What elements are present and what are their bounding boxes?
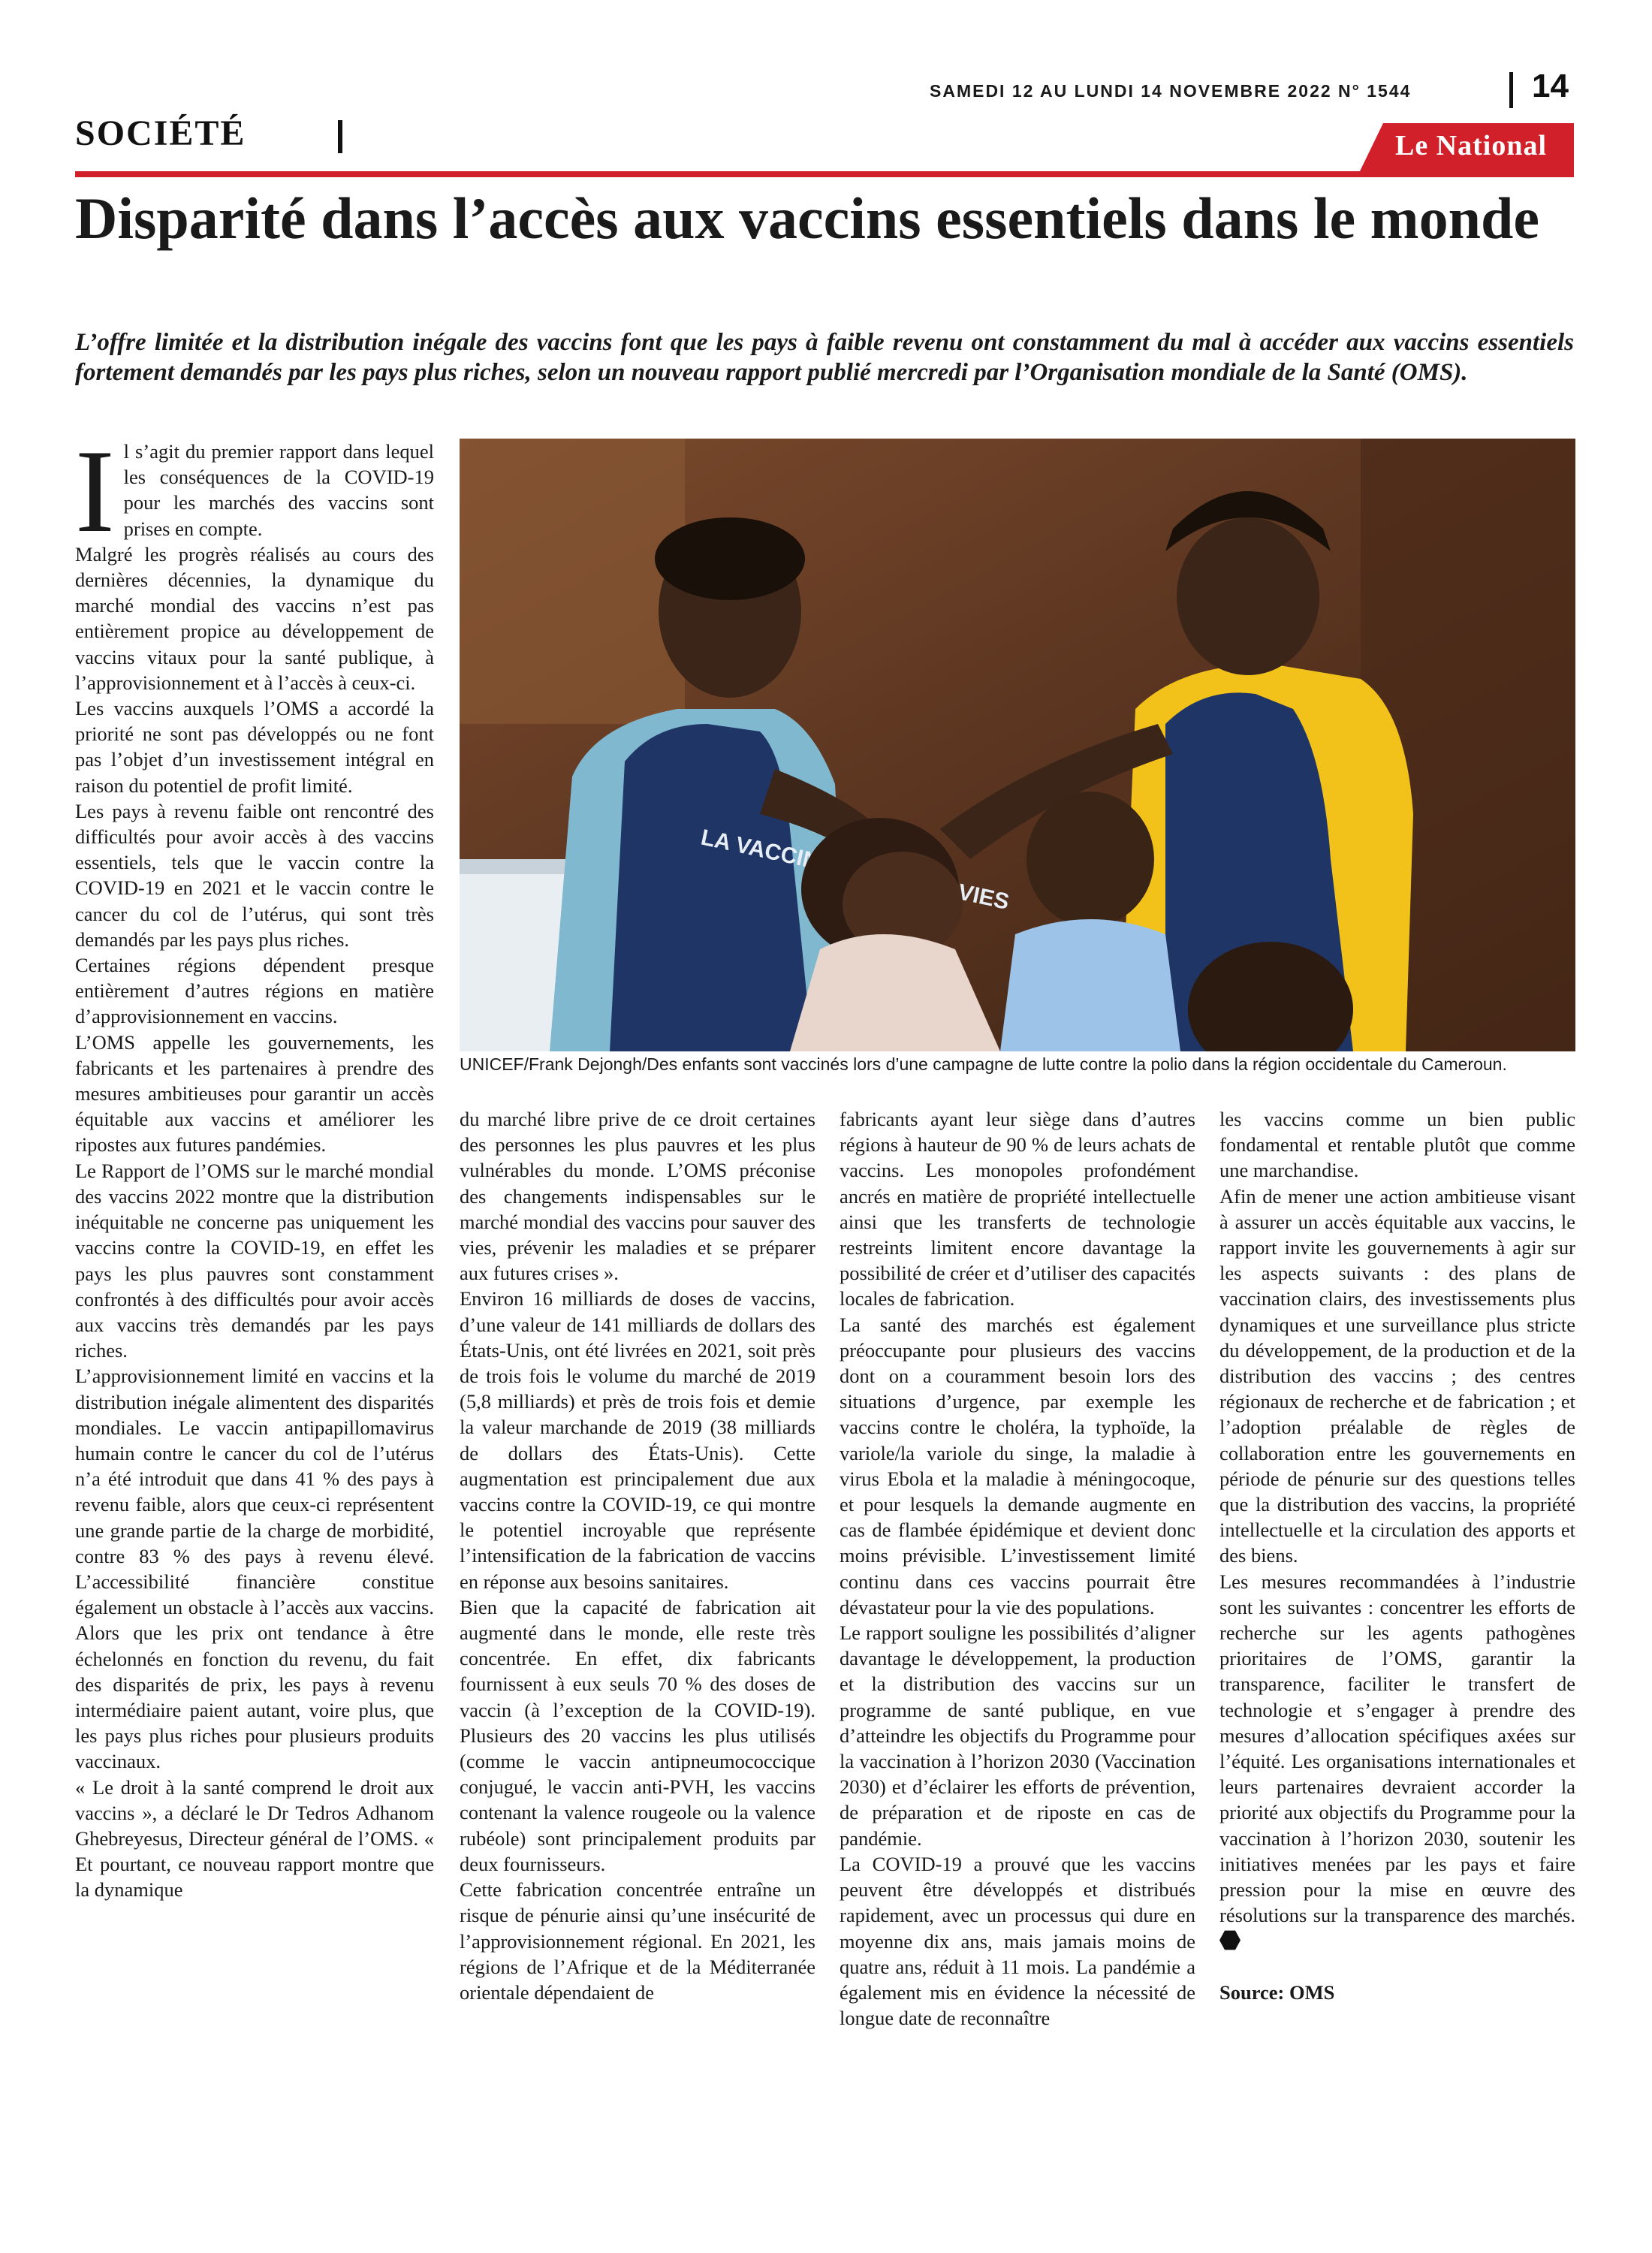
issue-date-line: SAMEDI 12 AU LUNDI 14 NOVEMBRE 2022 N° 1544	[930, 81, 1412, 101]
vest-text: LA VACCIN VIES	[698, 825, 1011, 915]
paragraph-text: Les mesures recommandées à l’industrie sont les suivantes : concentrer les efforts de recherche sur les agents pathogènes prioritaires de l’OMS, garantir la transparence, faciliter le transfert de technologie et s’engager à prendre des mesures d’allocation spécifiques axées sur l’équité. Les organisations internationales et leurs partenaires devraient accorder la priorité aux objectifs du Programme pour la vaccination à l’horizon 2030, soutenir les initiatives menées par les pays et faire pression pour la mise en œuvre des résolutions sur la transparence des marchés.	[1219, 1570, 1575, 1927]
photo-caption: UNICEF/Frank Dejongh/Des enfants sont vaccinés lors d’une campagne de lutte contre la polio dans la région occidentale du Cameroun.	[460, 1054, 1507, 1074]
paragraph: Cette fabrication concentrée entraîne un risque de pénurie ainsi qu’une insécurité de l’approvisionnement régional. En 2021, les régions de l’Afrique et de la Méditerranée orientale dépendaient de	[460, 1878, 815, 2004]
paragraph: Le Rapport de l’OMS sur le marché mondial des vaccins 2022 montre que la distribution inéquitable ne concerne pas uniquement les vaccins contre la COVID-19, en effet les pays les plus pauvres sont constamment confrontés à des difficultés pour avoir accès aux vaccins très demandés par les pays riches.	[75, 1159, 434, 1362]
article-photo	[460, 439, 1575, 1051]
article-column-3	[840, 1106, 1195, 2031]
page-number-divider	[1509, 72, 1513, 108]
paragraph: L’OMS appelle les gouvernements, les fabricants et les partenaires à prendre des mesures ambitieuses pour garantir un accès équitable aux vaccins et améliorer les ripostes aux futures pandémies.	[75, 1030, 434, 1157]
paragraph: « Le droit à la santé comprend le droit aux vaccins », a déclaré le Dr Tedros Adhanom Ghebreyesus, Directeur général de l’OMS. « Et pourtant, ce nouveau rapport montre que la dynamique	[75, 1775, 434, 1902]
article-source: Source: OMS	[1219, 1980, 1335, 2004]
section-title: SOCIÉTÉ	[75, 113, 246, 153]
article-column-1	[75, 426, 434, 2188]
article-column-4	[1219, 1106, 1575, 2005]
paragraph: du marché libre prive de ce droit certaines des personnes les plus pauvres et les plus vulnérables du monde. L’OMS préconise des changements indispensables sur le marché mondial des vaccins pour sauver des vies, prévenir les maladies et se préparer aux futures crises ».	[460, 1108, 815, 1285]
brand-name: Le National	[1394, 130, 1548, 161]
paragraph-text: l s’agit du premier rapport dans lequel les conséquences de la COVID-19 pour les marchés des vaccins sont prises en compte.	[123, 440, 434, 540]
paragraph: fabricants ayant leur siège dans d’autres régions à hauteur de 90 % de leurs achats de vaccins. Les monopoles profondément ancrés en matière de propriété intellectuelle ainsi que les transferts de technologie restreints limitent encore davantage la possibilité de créer et d’utiliser des capacités locales de fabrication.	[840, 1108, 1195, 1310]
paragraph: Afin de mener une action ambitieuse visant à assurer un accès équitable aux vaccins, le rapport invite les gouvernements à agir sur les aspects suivants : des plans de vaccination clairs, des investissements plus dynamiques et une surveillance plus stricte du développement, de la production et de la distribution des vaccins ; des centres régionaux de recherche et de fabrication ; et l’adoption préalable de règles de collaboration entre les gouvernements en période de pénurie sur des questions telles que la distribution des vaccins, la propriété intellectuelle et la circulation des apports et des biens.	[1219, 1184, 1575, 1567]
section-divider	[338, 120, 342, 153]
vaccination-scene-illustration	[460, 439, 1575, 1051]
paragraph: Environ 16 milliards de doses de vaccins, d’une valeur de 141 milliards de dollars des États-Unis, ont été livrées en 2021, soit près de trois fois le volume du marché de 2019 (5,8 milliards) et près de trois fois et demie la valeur marchande de 2019 (38 milliards de dollars des États-Unis). Cette augmentation est principalement due aux vaccins contre la COVID-19, ce qui montre le potentiel incroyable que représente l’intensification de la fabrication de vaccins en réponse aux besoins sanitaires.	[460, 1287, 815, 1593]
article-headline: Disparité dans l’accès aux vaccins essentiels dans le monde	[75, 185, 1539, 251]
drop-cap: I	[75, 426, 115, 557]
paragraph: Certaines régions dépendent presque entièrement d’autres régions en matière d’approvisionnement en vaccins.	[75, 954, 434, 1028]
paragraph: La COVID-19 a prouvé que les vaccins peuvent être développés et distribués rapidement, avec un processus qui dure en moyenne dix ans, mais jamais moins de quatre ans, réduit à 11 mois. La pandémie a également mis en évidence la nécessité de longue date de reconnaître	[840, 1852, 1195, 2030]
paragraph: L’approvisionnement limité en vaccins et la distribution inégale alimentent des disparités mondiales. Le vaccin antipapillomavirus humain contre le cancer du col de l’utérus n’a été introduit que dans 41 % des pays à revenu faible, alors que ceux-ci représentent une grande partie de la charge de morbidité, contre 83 % des pays à revenu élevé. L’accessibilité financière constitue également un obstacle à l’accès aux vaccins. Alors que les prix ont tendance à être échelonnés en fonction du revenu, du fait des disparités de prix, les pays à revenu intermédiaire paient autant, voire plus, que les pays plus riches pour plusieurs produits vaccinaux.	[75, 1365, 434, 1773]
paragraph: Les vaccins auxquels l’OMS a accordé la priorité ne sont pas développés ou ne font pas l’objet d’un investissement intégral en raison du potentiel de profit limité.	[75, 697, 434, 797]
article-lede: L’offre limitée et la distribution inégale des vaccins font que les pays à faible revenu ont constamment du mal à accéder aux vaccins essentiels fortement demandés par les pays plus riches, selon un nouveau rapport publié mercredi par l’Organisation mondiale de la Santé (OMS).	[75, 329, 1574, 386]
paragraph: Bien que la capacité de fabrication ait augmenté dans le monde, elle reste très concentrée. En effet, dix fabricants fournissent à eux seuls 70 % des doses de vaccin (à l’exception de la COVID-19). Plusieurs des 20 vaccins les plus utilisés (comme le vaccin antipneumococcique conjugué, le vaccin anti-PVH, les vaccins contenant la valence rougeole ou la valence rubéole) sont principalement produits par deux fournisseurs.	[460, 1595, 815, 1875]
paragraph: les vaccins comme un bien public fondamental et rentable plutôt que comme une marchandise.	[1219, 1108, 1575, 1182]
paragraph: Le rapport souligne les possibilités d’aligner davantage le développement, la production et la distribution des vaccins sur un programme de santé publique, en vue d’atteindre les objectifs du Programme pour la vaccination à l’horizon 2030 (Vaccination 2030) et d’éclairer les efforts de prévention, de préparation et de riposte en cas de pandémie.	[840, 1621, 1195, 1850]
paragraph: Les pays à revenu faible ont rencontré des difficultés pour avoir accès à des vaccins essentiels, tels que le vaccin contre la COVID-19 en 2021 et le vaccin contre le cancer du col de l’utérus, qui sont très demandés par les pays plus riches.	[75, 799, 434, 951]
article-column-2	[460, 1106, 815, 2005]
paragraph	[75, 426, 434, 557]
paragraph: Malgré les progrès réalisés au cours des dernières décennies, la dynamique du marché mondial des vaccins n’est pas entièrement propice au développement de vaccins vitaux pour la santé publique, à l’approvisionnement et à l’accès à ceux-ci.	[75, 542, 434, 694]
paragraph	[1219, 1569, 1575, 1954]
paragraph: La santé des marchés est également préoccupante pour plusieurs des vaccins dont on a couramment besoin lors des situations d’urgence, par exemple les vaccins contre le choléra, la typhoïde, la variole/la variole du singe, la maladie à virus Ebola et la maladie à méningocoque, et pour lesquels la demande augmente en cas de flambée épidémique et devient donc moins prévisible. L’investissement limité continu dans ces vaccins pourrait être dévastateur pour la vie des populations.	[840, 1313, 1195, 1618]
header-rule	[75, 171, 1574, 177]
page-number: 14	[1532, 68, 1569, 104]
end-of-article-icon	[1219, 1930, 1241, 1951]
